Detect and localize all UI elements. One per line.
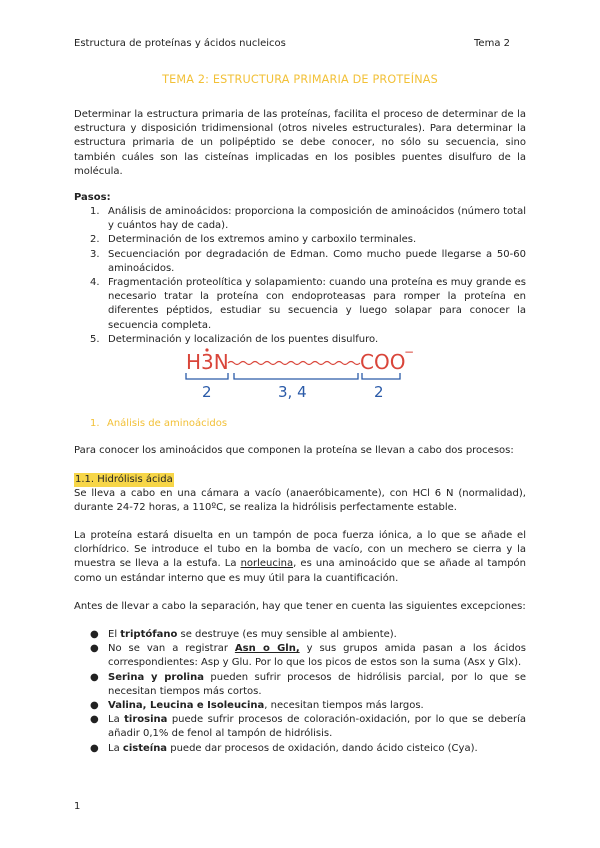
exceptions-list (74, 628, 526, 756)
paragraph: Antes de llevar a cabo la separación, hay que tener en cuenta las siguientes excepciones: (74, 601, 526, 612)
section-heading: 1. Análisis de aminoácidos (90, 418, 228, 429)
underlined-term: norleucina (240, 558, 294, 570)
header-title: Estructura de proteínas y ácidos nucleicos (74, 38, 286, 49)
paragraph: La proteína estará disuelta en un tampón de poca fuerza iónica, a lo que se añade el clorhídrico. Se introduce el tubo en la bomba de vacío, con un mechero se cierra y la muestra se lleva a la estufa. La norleucina, es una aminoácido que se añade al tampón como un estándar interno que es muy útil para la cuantificación. (74, 530, 526, 584)
h3n-label: H3N (186, 350, 229, 374)
list-item: 1. Análisis de aminoácidos: proporciona la composición de aminoácidos (número total y cuántos hay de cada). (90, 206, 526, 232)
wavy-chain (228, 362, 360, 365)
list-item: ● El triptófano se destruye (es muy sensible al ambiente). (90, 629, 397, 640)
subsection-heading: 1.1. Hidrólisis ácida (74, 473, 174, 487)
paragraph: Se lleva a cabo en una cámara a vacío (anaeróbicamente), con HCl 6 N (normalidad), durante 24-72 horas, a 110ºC, se realiza la hidrólisis perfectamente estable. (74, 488, 526, 514)
list-item: ● La tirosina puede sufrir procesos de coloración-oxidación, por lo que se debería añadir 0,1% de fenol al tampón de hidrólisis. (90, 714, 526, 740)
page-number: 1 (74, 801, 81, 812)
list-item: ● La cisteína puede dar procesos de oxidación, dando ácido cisteico (Cya). (90, 742, 478, 754)
bracket-mid (234, 373, 358, 379)
handwritten-peptide-diagram (176, 345, 416, 405)
label-mid: 3, 4 (278, 383, 307, 401)
list-item: ● Serina y prolina pueden sufrir procesos de hidrólisis parcial, por lo que se necesitan tiempos más cortos. (90, 671, 527, 697)
label-right: 2 (374, 383, 384, 401)
label-left: 2 (202, 383, 212, 401)
header-topic: Tema 2 (474, 38, 510, 49)
list-item: ● No se van a registrar Asn o Gln, y sus grupos amida pasan a los ácidos correspondientes: Asp y Glu. Por lo que los picos de estos son la suma (Asx y Glx). (90, 643, 526, 669)
list-item: ● Valina, Leucina e Isoleucina, necesitan tiempos más largos. (90, 700, 424, 712)
coo-label: COO (360, 350, 406, 374)
list-item: 5. Determinación y localización de los puentes disulfuro. (90, 333, 379, 345)
steps-list (74, 205, 526, 347)
paragraph: Para conocer los aminoácidos que componen la proteína se llevan a cabo dos procesos: (74, 445, 514, 456)
steps-heading: Pasos: (74, 192, 111, 203)
page-title: TEMA 2: ESTRUCTURA PRIMARIA DE PROTEÍNAS (162, 73, 438, 86)
list-item: 4. Fragmentación proteolítica y solapamiento: cuando una proteína es muy grande es necesario tratar la proteína con endoproteasas para romper la proteína en diferentes péptidos, estudiar su secuencia y luego solapar para conocer la secuencia completa. (90, 277, 526, 331)
intro-paragraph: Determinar la estructura primaria de las proteínas, facilita el proceso de determinar de la estructura y disposición tridimensional (otros niveles estructurales). Para determinar la estructura primaria de un polipéptido se debe conocer, no sólo su secuencia, sino también cuáles son las cisteínas implicadas en los posibles puentes disulfuro de la molécula. (74, 109, 526, 177)
list-item: 3. Secuenciación por degradación de Edman. Como mucho puede llegarse a 50-60 aminoácidos. (90, 248, 526, 274)
charge-sign: − (404, 345, 415, 359)
list-item: 2. Determinación de los extremos amino y carboxilo terminales. (90, 234, 417, 246)
